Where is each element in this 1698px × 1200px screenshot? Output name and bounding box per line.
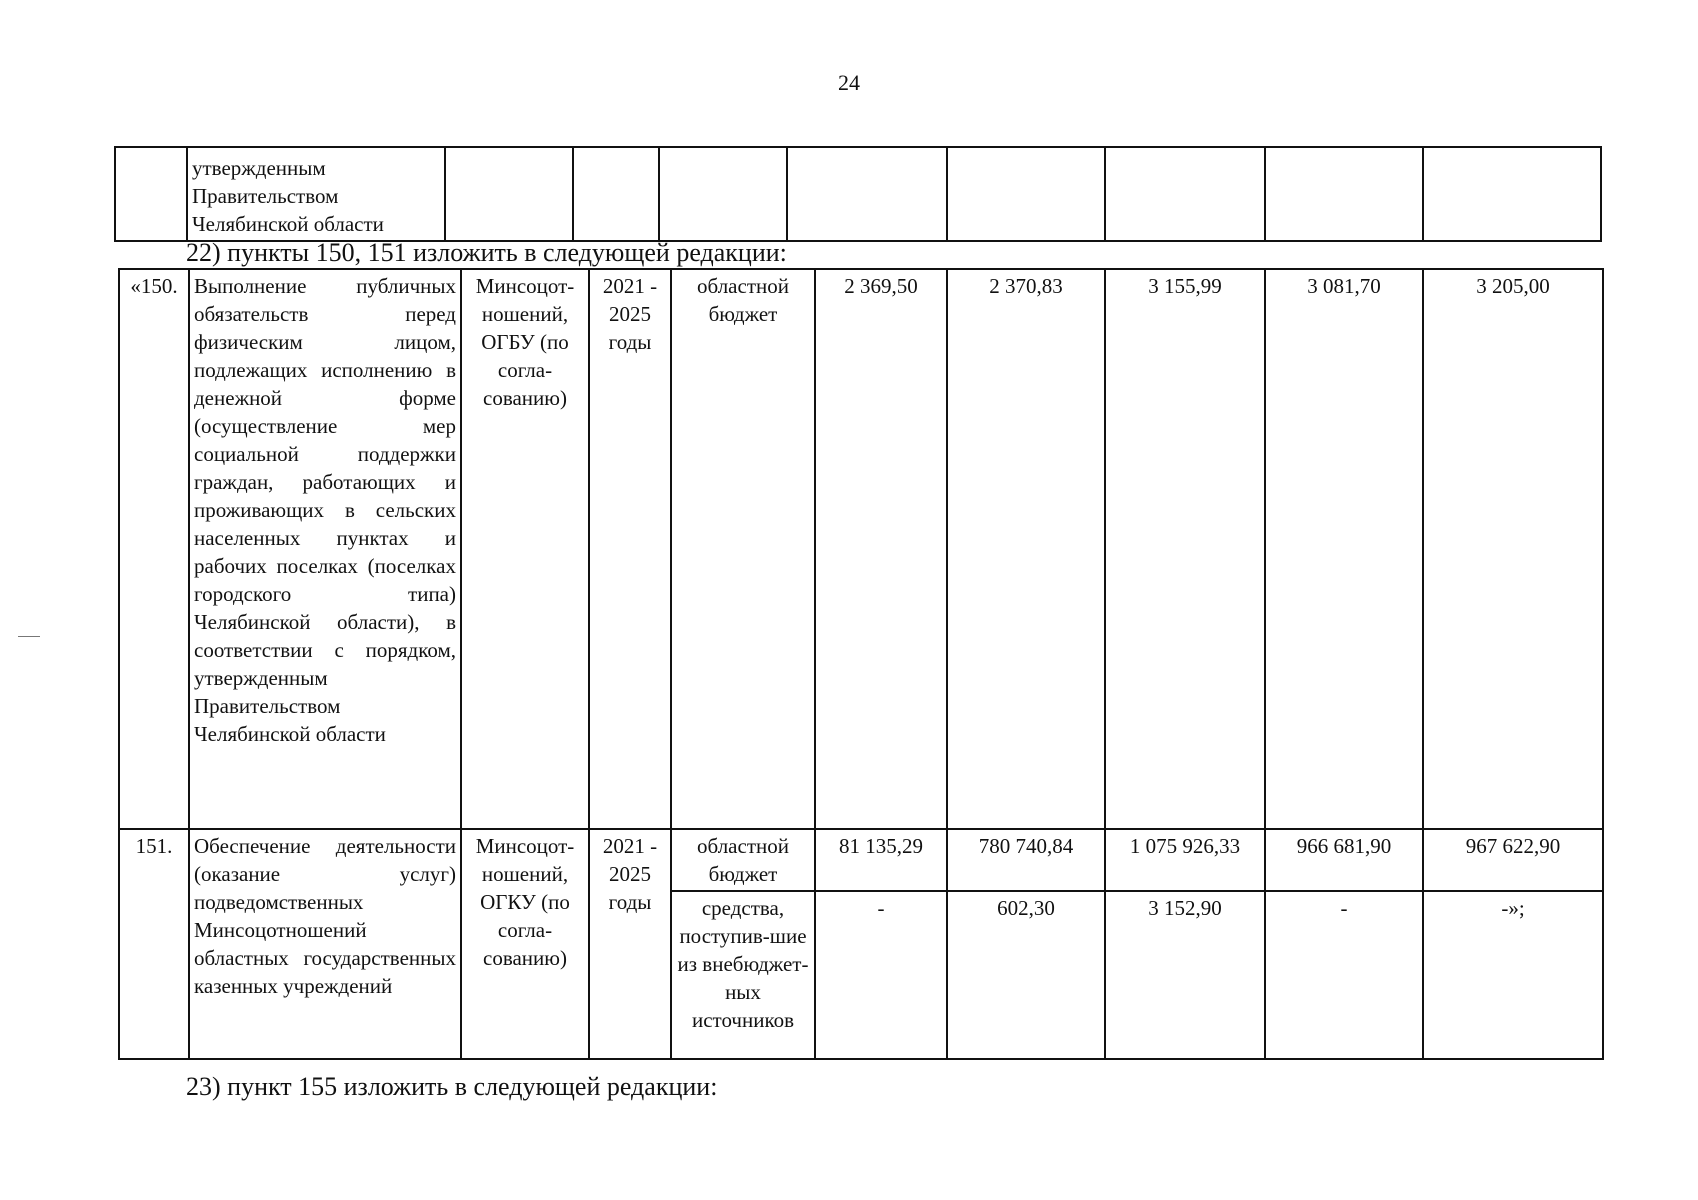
row-number: «150. — [119, 269, 189, 829]
row-number: 151. — [119, 829, 189, 1059]
value-cell: 967 622,90 — [1423, 829, 1603, 891]
value-cell: 3 081,70 — [1265, 269, 1423, 829]
cell-empty — [947, 147, 1105, 241]
value-cell: 2 370,83 — [947, 269, 1105, 829]
cell-description — [187, 147, 445, 241]
value-cell: 966 681,90 — [1265, 829, 1423, 891]
cell-empty — [445, 147, 573, 241]
desc-line: Правительством — [192, 184, 339, 208]
instruction-text: 22) пункты 150, 151 изложить в следующей редакции: — [186, 238, 787, 267]
instruction-text: 23) пункт 155 изложить в следующей редакции: — [186, 1072, 718, 1101]
row-description: Обеспечение деятельности (оказание услуг) подведомственных Минсоцотношений областных государственных казенных учреждений — [189, 829, 461, 1059]
margin-mark — [18, 636, 40, 637]
table-row — [115, 147, 1601, 241]
desc-line: утвержденным — [192, 156, 326, 180]
cell-empty — [573, 147, 659, 241]
cell-empty — [787, 147, 947, 241]
row-source: областной бюджет — [671, 269, 815, 829]
value-cell: -»; — [1423, 891, 1603, 1059]
table-row-150 — [119, 269, 1603, 829]
cell-empty — [1105, 147, 1265, 241]
cell-empty — [1423, 147, 1601, 241]
row-period: 2021 - 2025 годы — [589, 269, 671, 829]
cell-empty — [1265, 147, 1423, 241]
row-period: 2021 - 2025 годы — [589, 829, 671, 1059]
table-row-151a — [119, 829, 1603, 891]
row-executor: Минсоцот-ношений, ОГКУ (по согла-сованию) — [461, 829, 589, 1059]
page-number: 24 — [838, 70, 860, 95]
program-table — [118, 268, 1604, 1060]
row-executor: Минсоцот-ношений, ОГБУ (по согла-сованию) — [461, 269, 589, 829]
cell-empty — [659, 147, 787, 241]
value-cell: 81 135,29 — [815, 829, 947, 891]
value-cell: 780 740,84 — [947, 829, 1105, 891]
row-source: областной бюджет — [671, 829, 815, 891]
value-cell: 2 369,50 — [815, 269, 947, 829]
value-cell: 602,30 — [947, 891, 1105, 1059]
value-cell: 3 155,99 — [1105, 269, 1265, 829]
value-cell: - — [815, 891, 947, 1059]
table-continuation — [114, 146, 1602, 242]
value-cell: - — [1265, 891, 1423, 1059]
cell-num — [115, 147, 187, 241]
value-cell: 3 152,90 — [1105, 891, 1265, 1059]
value-cell: 1 075 926,33 — [1105, 829, 1265, 891]
row-description: Выполнение публичных обязательств перед физическим лицом, подлежащих исполнению в денежной форме (осуществление мер социальной поддержки граждан, работающих и проживающих в сельских населенных пунктах и рабочих поселках (поселках городского типа) Челябинской области), в соответствии с порядком, утвержденным Правительством Челябинской области — [189, 269, 461, 829]
row-source: средства, поступив-шие из внебюджет-ных источников — [671, 891, 815, 1059]
desc-line: Челябинской области — [192, 212, 384, 236]
value-cell: 3 205,00 — [1423, 269, 1603, 829]
